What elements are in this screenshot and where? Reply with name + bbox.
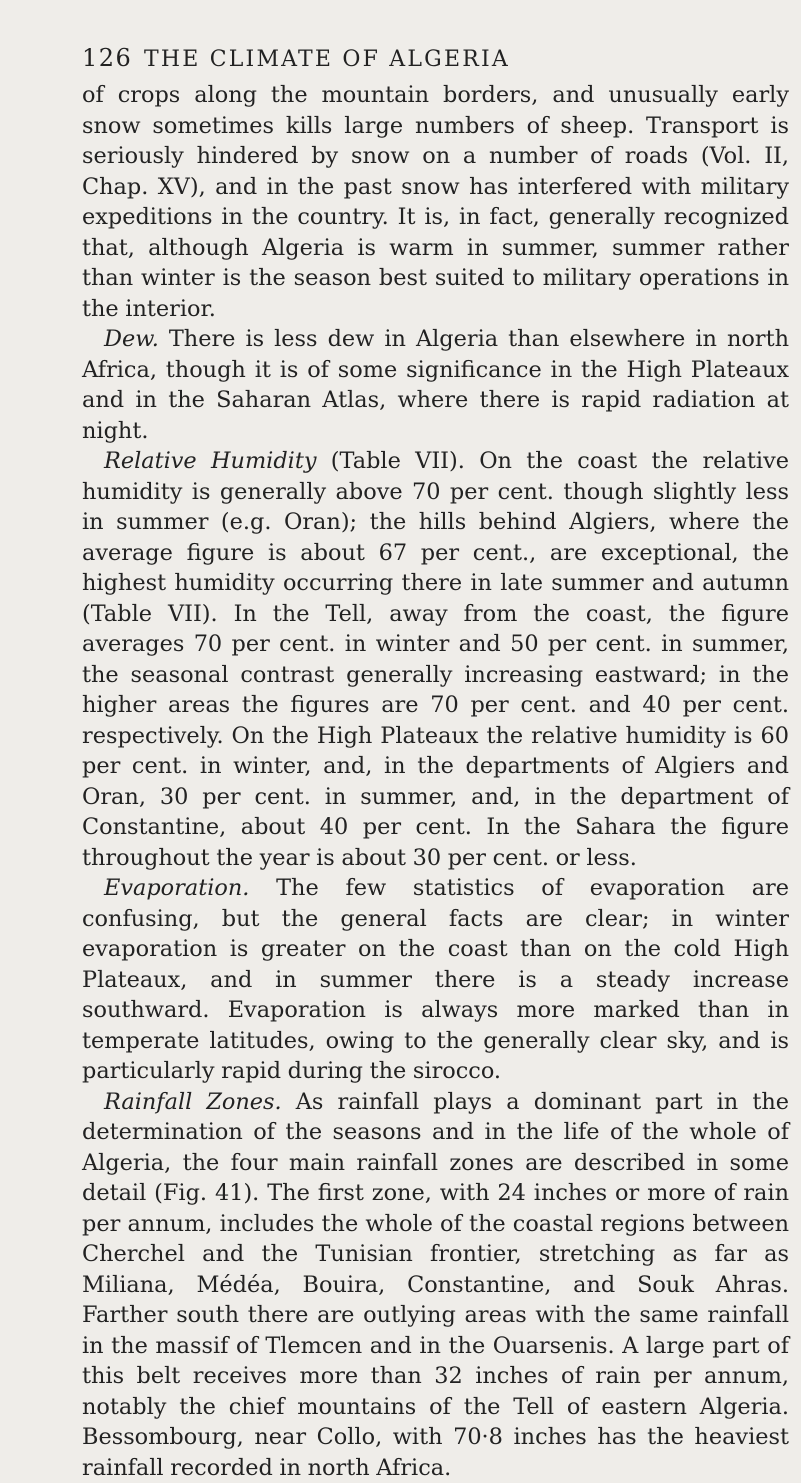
running-head — [82, 44, 789, 80]
paragraph-dew — [82, 324, 789, 446]
body-text — [82, 80, 789, 1483]
paragraph-evaporation — [82, 873, 789, 1087]
paragraph-rainfall-zones — [82, 1087, 789, 1483]
run-in-heading: Relative Humidity — [104, 448, 316, 474]
paragraph-text: (Table VII). On the coast the relative humidity is generally above 70 per cent. though slightly less in summer (e.g. Oran); the hills behind Algiers, where the average figure is about 67 per cent., are exceptional, the highest humidity occurring there in late summer and autumn (Table VII). In the Tell, away from the coast, the figure averages 70 per cent. in winter and 50 per cent. in summer, the seasonal contrast generally increasing eastward; in the higher areas the figures are 70 per cent. and 40 per cent. respectively. On the High Plateaux the relative humidity is 60 per cent. in winter, and, in the departments of Algiers and Oran, 30 per cent. in summer, and, in the department of Constantine, about 40 per cent. In the Sahara the figure throughout the year is about 30 per cent. or less. — [82, 448, 789, 871]
run-in-heading: Dew. — [104, 326, 159, 352]
paragraph-relative-humidity — [82, 446, 789, 873]
paragraph-text: As rainfall plays a dominant part in the determination of the seasons and in the life of the whole of Algeria, the four main rainfall zones are described in some detail (Fig. 41). The first zone, with 24 inches or more of rain per annum, includes the whole of the coastal regions between Cherchel and the Tunisian frontier, stretching as far as Miliana, Médéa, Bouira, Constantine, and Souk Ahras. Farther south there are outlying areas with the same rainfall in the massif of Tlemcen and in the Ouarsenis. A large part of this belt receives more than 32 inches of rain per annum, notably the chief mountains of the Tell of eastern Algeria. Bessombourg, near Collo, with 70·8 inches has the heaviest rainfall recorded in north Africa. — [82, 1089, 789, 1481]
paragraph-text: of crops along the mountain borders, and unusually early snow sometimes kills large numbers of sheep. Transport is seriously hindered by snow on a number of roads (Vol. II, Chap. XV), and in the past snow has interfered with military expeditions in the country. It is, in fact, generally recognized that, although Algeria is warm in summer, summer rather than winter is the season best suited to military operations in the interior. — [82, 82, 789, 322]
paragraph-text: There is less dew in Algeria than elsewhere in north Africa, though it is of some significance in the High Plateaux and in the Saharan Atlas, where there is rapid radiation at night. — [82, 326, 789, 444]
page-number: 126 — [82, 44, 144, 72]
paragraph-continuation — [82, 80, 789, 324]
run-in-heading: Rainfall Zones. — [104, 1089, 282, 1115]
paragraph-text: The few statistics of evaporation are confusing, but the general facts are clear; in winter evaporation is greater on the coast than on the cold High Plateaux, and in summer there is a steady increase southward. Evaporation is always more marked than in temperate latitudes, owing to the generally clear sky, and is particularly rapid during the sirocco. — [82, 875, 789, 1084]
run-in-heading: Evaporation. — [104, 875, 249, 901]
running-title: THE CLIMATE OF ALGERIA — [144, 47, 510, 72]
